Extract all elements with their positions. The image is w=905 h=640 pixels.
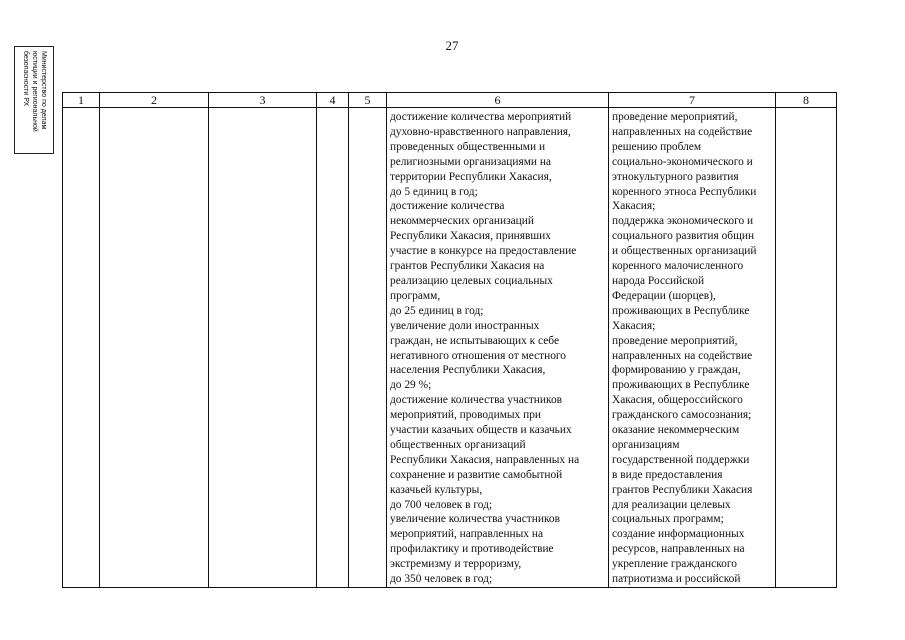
table-header-row	[63, 93, 837, 108]
table-cell	[209, 108, 317, 588]
column-header: 7	[609, 93, 776, 108]
table-cell	[63, 108, 100, 588]
table-row	[63, 108, 837, 588]
column-header: 5	[349, 93, 387, 108]
stamp-line: юстиции и региональной	[31, 51, 39, 132]
program-table	[62, 92, 837, 588]
table-cell	[776, 108, 837, 588]
table-cell	[100, 108, 209, 588]
target-indicators-text: достижение количества мероприятий духовно-нравственного направления, проведенных общественными и религиозными организациями на территории Республики Хакасия, до 5 единиц в год; достижение количества некоммерческих организаций Республики Хакасия, принявших участие в конкурсе на предоставление грантов Республики Хакасия на реализацию целевых социальных программ, до 25 единиц в год; увеличение доли иностранных граждан, не испытывающих к себе негативного отношения от местного населения Республики Хакасия, до 29 %; достижение количества участников мероприятий, проводимых при участии казачьих обществ и казачьих общественных организаций Республики Хакасия, направленных на сохранение и развитие самобытной казачьей культуры, до 700 человек в год; увеличение количества участников мероприятий, направленных на профилактику и противодействие экстремизму и терроризму, до 350 человек в год;	[390, 111, 580, 586]
column-header: 8	[776, 93, 837, 108]
column-header: 2	[100, 93, 209, 108]
stamp-line: безопасности РХ	[22, 51, 30, 107]
target-indicators-cell	[387, 108, 609, 588]
registration-stamp	[14, 46, 54, 154]
table-cell	[317, 108, 349, 588]
column-header: 6	[387, 93, 609, 108]
column-header: 3	[209, 93, 317, 108]
activities-text: проведение мероприятий, направленных на содействие решению проблем социально-экономического и этнокультурного развития коренного этноса Республики Хакасия; поддержка экономического и социального развития общин и общественных организаций коренного малочисленного народа Российской Федерации (шорцев), проживающих в Республике Хакасия; проведение мероприятий, направленных на содействие формированию у граждан, проживающих в Республике Хакасия, общероссийского гражданского самосознания; оказание некоммерческим организациям государственной поддержки в виде предоставления грантов Республики Хакасия для реализации целевых социальных программ; создание информационных ресурсов, направленных на укрепление гражданского патриотизма и российской	[612, 111, 757, 586]
column-header: 1	[63, 93, 100, 108]
stamp-line: Министерство по делам	[40, 51, 48, 130]
table-cell	[349, 108, 387, 588]
page-number: 27	[445, 38, 459, 53]
activities-cell	[609, 108, 776, 588]
column-header: 4	[317, 93, 349, 108]
